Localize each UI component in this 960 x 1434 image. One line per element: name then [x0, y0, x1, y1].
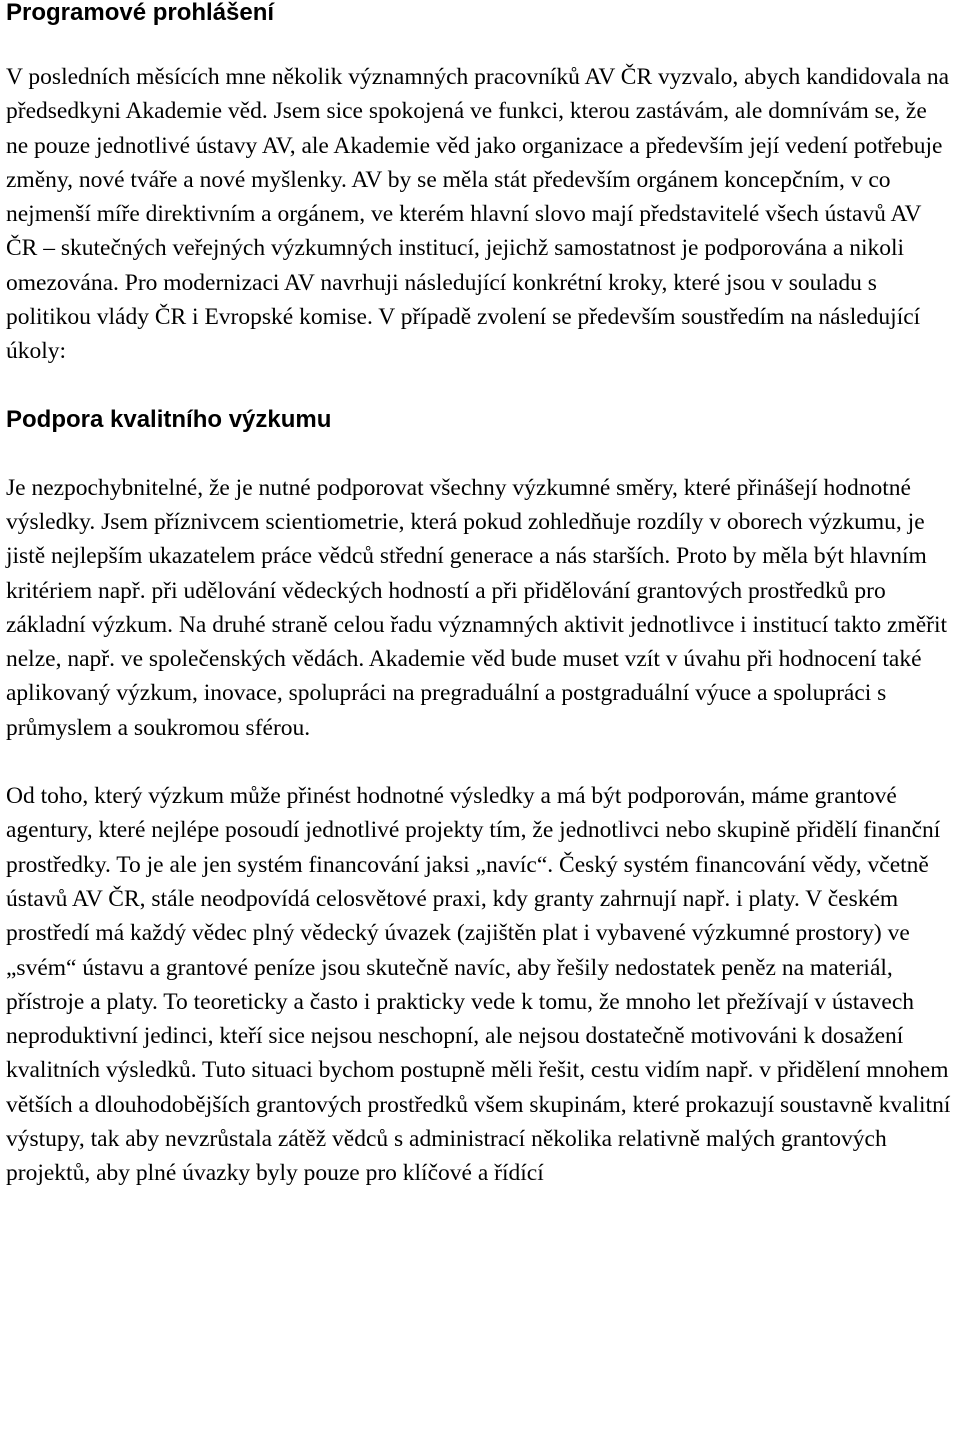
- body-paragraph-2: Od toho, který výzkum může přinést hodnotné výsledky a má být podporován, máme grantové agentury, které nejlépe posoudí jednotlivé projekty tím, že jednotlivci nebo skupině přidělí finanční prostředky. To je ale jen systém financování jaksi „navíc“. Český systém financování vědy, včetně ústavů AV ČR, stále neodpovídá celosvětové praxi, kdy granty zahrnují např. i platy. V českém prostředí má každý vědec plný vědecký úvazek (zajištěn plat i vybavené výzkumné prostory) ve „svém“ ústavu a grantové peníze jsou skutečně navíc, aby řešily nedostatek peněz na materiál, přístroje a platy. To teoreticky a často i prakticky vede k tomu, že mnoho let přežívají v ústavech neproduktivní jedinci, kteří sice nejsou neschopní, ale nejsou dostatečně motivováni k dosažení kvalitních výsledků. Tuto situaci bychom postupně měli řešit, cestu vidím např. v přidělení mnohem větších a dlouhodobějších grantových prostředků všem skupinám, které prokazují soustavně kvalitní výstupy, tak aby nevzrůstala zátěž vědců s administrací několika relativně malých grantových projektů, aby plné úvazky byly pouze pro klíčové a řídící: [6, 783, 951, 1187]
- page-title: Programové prohlášení: [6, 0, 275, 26]
- body-paragraph-1: Je nezpochybnitelné, že je nutné podporovat všechny výzkumné směry, které přinášejí hodnotné výsledky. Jsem příznivcem scientiometrie, která pokud zohledňuje rozdíly v oborech výzkumu, je jistě nejlepším ukazatelem práce vědců střední generace a nás starších. Proto by měla být hlavním kritériem např. při udělování vědeckých hodností a při přidělování grantových prostředků pro základní výzkum. Na druhé straně celou řadu významných aktivit jednotlivce i institucí takto změřit nelze, např. ve společenských vědách. Akademie věd bude muset vzít v úvahu při hodnocení také aplikovaný výzkum, inovace, spolupráci na pregraduální a postgraduální výuce a spolupráci s průmyslem a soukromou sférou.: [6, 474, 948, 741]
- spacer: [6, 30, 954, 60]
- spacer: [6, 437, 954, 471]
- section-heading: Podpora kvalitního výzkumu: [6, 405, 332, 433]
- intro-paragraph: V posledních měsících mne několik významných pracovníků AV ČR vyzvalo, abych kandidovala na předsedkyni Akademie věd. Jsem sice spokojená ve funkci, kterou zastávám, ale domnívám se, že ne pouze jednotlivé ústavy AV, ale Akademie věd jako organizace a především její vedení potřebuje změny, nové tváře a nové myšlenky. AV by se měla stát především orgánem koncepčním, v co nejmenší míře direktivním a orgánem, ve kterém hlavní slovo mají představitelé všech ústavů AV ČR – skutečných veřejných výzkumných institucí, jejichž samostatnost je podporována a nikoli omezována. Pro modernizaci AV navrhuji následující konkrétní kroky, které jsou v souladu s politikou vlády ČR i Evropské komise. V případě zvolení se především soustředím na následující úkoly:: [6, 64, 950, 365]
- document-page: [6, 0, 954, 1191]
- spacer: [6, 745, 954, 779]
- spacer: [6, 369, 954, 403]
